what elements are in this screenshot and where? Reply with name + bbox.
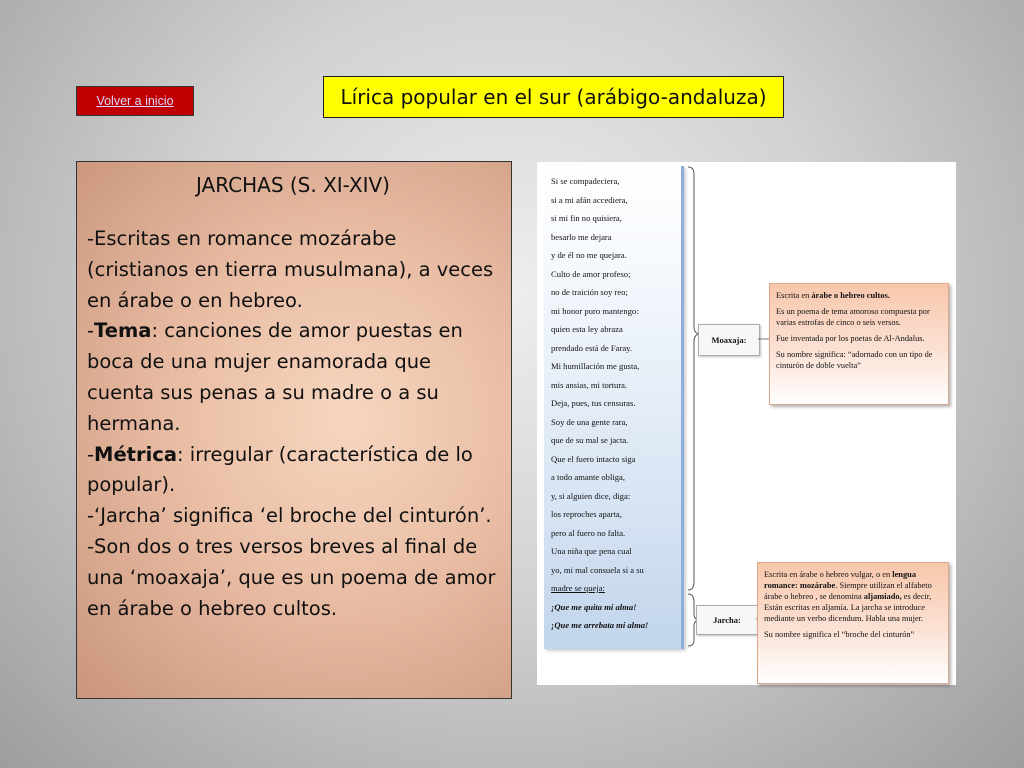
back-to-start-link[interactable]: Volver a inicio [76, 86, 194, 116]
paragraph-language: -Escritas en romance mozárabe (cristianos en tierra musulmana), a veces en árabe o en hebreo. [87, 227, 494, 312]
poem-line: si mi fin no quisiera, [551, 213, 622, 223]
poem-line: los reproches aparta, [551, 509, 622, 519]
paragraph-metric [87, 440, 499, 502]
poem-line: yo, mi mal consuela si a su [551, 564, 644, 575]
poem-line: si a mi afán accediera, [551, 194, 628, 205]
moaxaja-note [769, 283, 949, 405]
jarcha-note-mid: . Siempre utilizan el alfabeto árabe o hebreo , se denomina [764, 581, 932, 601]
jarcha-label: Jarcha: [696, 605, 758, 635]
metric-text: : irregular (característica de lo popular). [87, 442, 473, 497]
moaxaja-note-p2: Es un poema de tema amoroso compuesta por varias estrofas de cinco o seis versos. [776, 307, 930, 327]
poem-line: y de él no me quejara. [551, 250, 627, 260]
moaxaja-note-p4: Su nombre significa: “adornado con un tipo de cinturón de doble vuelta” [776, 350, 933, 370]
jarcha-note [757, 562, 949, 684]
poem-line: Una niña que pena cual [551, 546, 632, 556]
poem-line: Deja, pues, tus censuras. [551, 398, 636, 408]
poem-line: que de su mal se jacta. [551, 435, 629, 445]
jarcha-line: ¡Que me arrebata mi alma! [551, 620, 649, 630]
paragraph-theme [87, 316, 499, 439]
jarcha-note-bold2: aljamiado, [863, 592, 902, 601]
jarcha-note-post: es decir, Están escritas en aljamía. La jarcha se introduce mediante un verbo dicendum. Habla una mujer. [764, 592, 932, 623]
theme-term: Tema [94, 319, 152, 343]
poem-line: quien esta ley abraza [551, 324, 623, 334]
moaxaja-label: Moaxaja: [698, 324, 760, 356]
poem-line: madre se queja: [551, 583, 605, 593]
poem-line: mis ansias, mi tortura. [551, 379, 628, 390]
poem-line: besarlo me dejara [551, 231, 612, 242]
moaxaja-note-line1 [776, 290, 942, 301]
metric-prefix: - [87, 442, 95, 466]
jarcha-note-p1 [764, 569, 942, 624]
jarcha-line: ¡Que me quita mi alma! [551, 601, 637, 612]
theme-text: : canciones de amor puestas en boca de una mujer enamorada que cuenta sus penas a su madre o a su hermana. [87, 319, 463, 435]
paragraph-meaning: -‘Jarcha’ significa ‘el broche del cinturón’. [87, 504, 492, 528]
poem-line: Que el fuero intacto siga [551, 453, 636, 464]
theme-prefix: - [87, 319, 95, 343]
poem-line: y, si alguien dice, diga: [551, 490, 631, 501]
moaxaja-note-bold: árabe o hebreo cultos. [811, 291, 890, 300]
poem-line: prendado está de Faray. [551, 342, 633, 353]
jarchas-text-panel [76, 161, 512, 699]
poem-line: Soy de una gente rara, [551, 416, 628, 427]
moaxaja-jarcha-figure [537, 162, 956, 685]
moaxaja-note-prefix: Escrita en [776, 291, 812, 300]
moaxaja-note-p3: Fue inventada por los poetas de Al-Andalus. [776, 334, 925, 343]
poem-column [544, 166, 684, 649]
jarcha-note-bold1: lengua romance: mozárabe [764, 570, 917, 590]
paragraph-structure: -Son dos o tres versos breves al final de una ‘moaxaja’, que es un poema de amor en árabe o hebreo cultos. [87, 534, 496, 620]
poem-line: Mi humillación me gusta, [551, 361, 640, 371]
panel-heading: JARCHAS (S. XI-XIV) [196, 173, 390, 197]
poem-line: a todo amante obliga, [551, 472, 625, 482]
poem-line: mi honor puro mantengo: [551, 305, 639, 316]
poem-line: no de traición soy reo; [551, 287, 628, 297]
poem-line: Si se compadeciera, [551, 176, 620, 186]
jarcha-note-pre: Escrita en árabe o hebreo vulgar, o en [764, 570, 893, 579]
metric-term: Métrica [94, 442, 178, 466]
slide-title: Lírica popular en el sur (arábigo-andaluza) [323, 76, 784, 118]
jarcha-note-p2: Su nombre significa el “broche del cinturón” [764, 630, 915, 639]
poem-line: pero al fuero no falta. [551, 527, 626, 538]
poem-line: Culto de amor profeso; [551, 268, 631, 279]
